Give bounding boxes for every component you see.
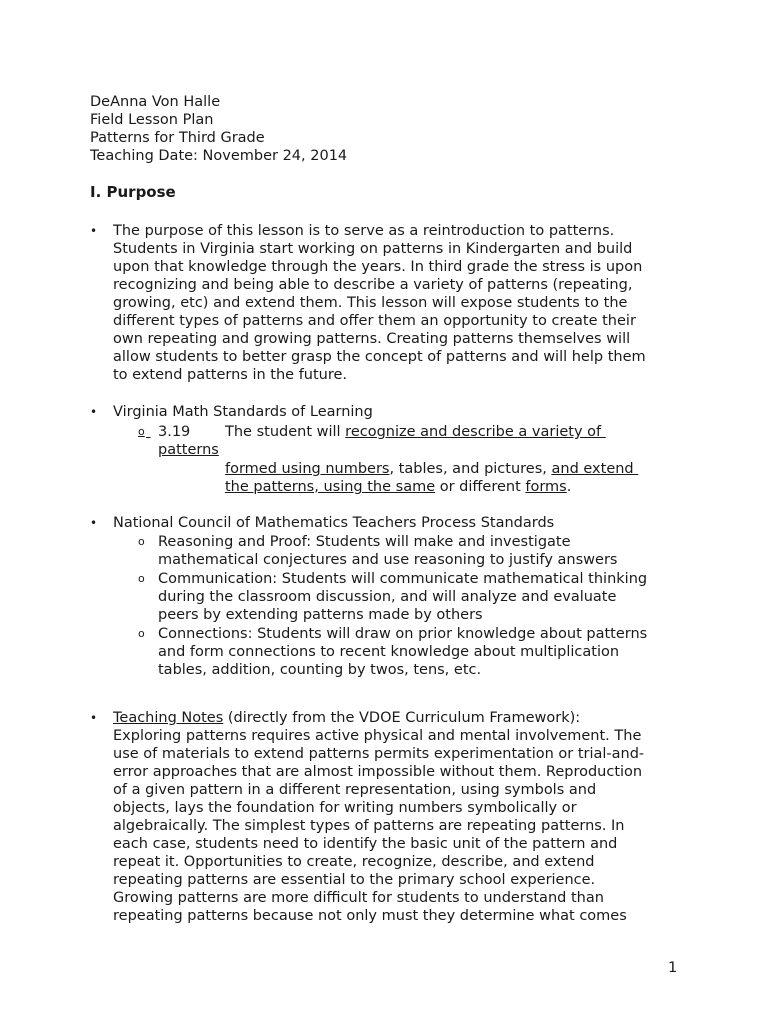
nctm-item-line: Communication: Students will communicate mathematical thinking bbox=[158, 571, 648, 587]
bullet-marker: • bbox=[90, 516, 98, 530]
sol-line-1 bbox=[225, 423, 606, 441]
sub-bullet-marker: o bbox=[138, 535, 145, 548]
purpose-line: Students in Virginia start working on patterns in Kindergarten and build bbox=[113, 241, 633, 257]
notes-line: of a given pattern in a different representation, using symbols and bbox=[113, 782, 597, 798]
nctm-item-line: during the classroom discussion, and will analyze and evaluate bbox=[158, 589, 617, 605]
teaching-date: Teaching Date: November 24, 2014 bbox=[90, 148, 348, 164]
sol-text: , tables, and pictures, bbox=[389, 461, 552, 477]
sub-bullet-marker: o bbox=[138, 627, 145, 640]
nctm-item-line: tables, addition, counting by twos, tens, etc. bbox=[158, 662, 482, 678]
sol-text: The student will bbox=[225, 424, 346, 440]
notes-line: repeating patterns are essential to the primary school experience. bbox=[113, 872, 596, 888]
sub-bullet-underline bbox=[146, 423, 154, 441]
nctm-item-line: Reasoning and Proof: Students will make and investigate bbox=[158, 534, 571, 550]
teaching-notes-label: Teaching Notes bbox=[113, 710, 224, 726]
nctm-item-line: Connections: Students will draw on prior knowledge about patterns bbox=[158, 626, 648, 642]
purpose-line: The purpose of this lesson is to serve as a reintroduction to patterns. bbox=[113, 223, 615, 239]
bullet-marker: • bbox=[90, 224, 98, 238]
sol-title: Virginia Math Standards of Learning bbox=[113, 404, 373, 420]
notes-line: error approaches that are almost impossible without them. Reproduction bbox=[113, 764, 643, 780]
sol-underlined-text: formed using numbers bbox=[225, 461, 390, 477]
nctm-item-line: and form connections to recent knowledge about multiplication bbox=[158, 644, 620, 660]
sol-underlined-text: and extend bbox=[551, 461, 639, 477]
sol-line-2: patterns bbox=[158, 442, 219, 458]
purpose-line: growing, etc) and extend them. This lesson will expose students to the bbox=[113, 295, 628, 311]
purpose-line: recognizing and being able to describe a variety of patterns (repeating, bbox=[113, 277, 633, 293]
notes-line: objects, lays the foundation for writing numbers symbolically or bbox=[113, 800, 577, 816]
notes-text: (directly from the VDOE Curriculum Framework): bbox=[223, 710, 581, 726]
bullet-marker: • bbox=[90, 711, 98, 725]
sol-underlined-text: recognize and describe a variety of bbox=[345, 424, 606, 440]
purpose-line: different types of patterns and offer them an opportunity to create their bbox=[113, 313, 636, 329]
author-name: DeAnna Von Halle bbox=[90, 94, 221, 110]
notes-line: repeating patterns because not only must they determine what comes bbox=[113, 908, 627, 924]
notes-first-line bbox=[113, 709, 580, 727]
sol-line-3 bbox=[225, 460, 638, 478]
page-number: 1 bbox=[668, 960, 678, 976]
notes-line: algebraically. The simplest types of patterns are repeating patterns. In bbox=[113, 818, 625, 834]
lesson-title: Patterns for Third Grade bbox=[90, 130, 265, 146]
sol-code: 3.19 bbox=[158, 424, 191, 440]
nctm-title: National Council of Mathematics Teachers Process Standards bbox=[113, 515, 555, 531]
notes-line: each case, students need to identify the basic unit of the pattern and bbox=[113, 836, 618, 852]
notes-line: use of materials to extend patterns permits experimentation or trial-and- bbox=[113, 746, 645, 762]
sol-text: . bbox=[566, 479, 572, 495]
purpose-line: upon that knowledge through the years. In third grade the stress is upon bbox=[113, 259, 643, 275]
sol-text: or different bbox=[435, 479, 526, 495]
bullet-marker: • bbox=[90, 405, 98, 419]
notes-line: repeat it. Opportunities to create, recognize, describe, and extend bbox=[113, 854, 595, 870]
purpose-line: own repeating and growing patterns. Creating patterns themselves will bbox=[113, 331, 631, 347]
purpose-line: to extend patterns in the future. bbox=[113, 367, 348, 383]
notes-line: Growing patterns are more difficult for students to understand than bbox=[113, 890, 604, 906]
nctm-item-line: peers by extending patterns made by others bbox=[158, 607, 483, 623]
document-type: Field Lesson Plan bbox=[90, 112, 214, 128]
sol-underlined-text: the patterns, using the same bbox=[225, 479, 436, 495]
sol-line-4 bbox=[225, 478, 571, 496]
sol-underlined-text: forms bbox=[525, 479, 567, 495]
notes-line: Exploring patterns requires active physical and mental involvement. The bbox=[113, 728, 642, 744]
nctm-item-line: mathematical conjectures and use reasoning to justify answers bbox=[158, 552, 618, 568]
purpose-line: allow students to better grasp the concept of patterns and will help them bbox=[113, 349, 646, 365]
section-heading-purpose: I. Purpose bbox=[90, 183, 176, 201]
sub-bullet-marker: o bbox=[138, 572, 145, 585]
sub-bullet-marker: o bbox=[138, 425, 145, 438]
